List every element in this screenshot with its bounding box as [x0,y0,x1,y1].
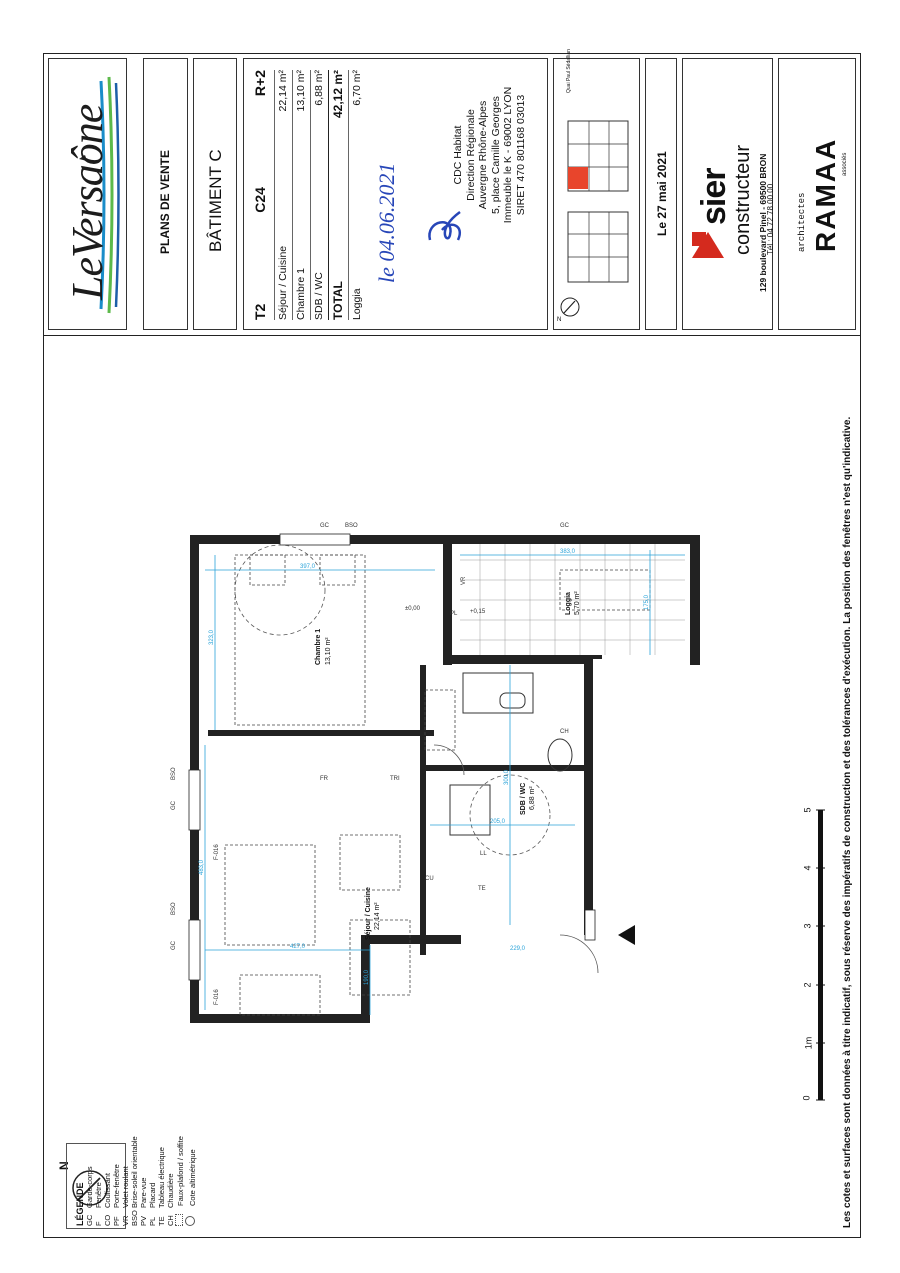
scale-tick-0: 0 [801,1095,812,1101]
title-block-divider [43,335,861,336]
constructor-phone: Tél : 04 72 78 00 00 [766,183,775,255]
svg-text:F-016: F-016 [214,989,220,1005]
bath-fixtures [450,673,572,835]
room-name-bath: SDB / WC [520,782,527,815]
unit-code: C24 [252,187,268,213]
handwritten-date: le 04.06.2021 [374,162,399,283]
constructor-role: constructeur [732,144,754,255]
north-label: N [57,1161,71,1170]
stamp-block: CDC Habitat Direction Régionale Auvergne Rhône-Alpes 5, place Camille Georges Immeuble le K - 69002 LYON SIRET 470 801168 03013 [452,86,527,224]
entrance-arrow-icon [618,925,635,945]
room-area-bedroom: 13,10 m² [325,637,332,665]
brand-logo-text: LeVersaône [63,104,112,300]
scale-tick-3: 3 [802,923,813,929]
svg-text:175,0: 175,0 [644,594,650,610]
constructor-brand: sier [695,168,733,225]
scale-tick-4: 4 [802,865,813,871]
sier-logo-icon [690,230,726,260]
floor-plan [171,515,740,1035]
disclaimer: Les cotes et surfaces sont données à titre indicatif, sous réserve des impératifs de construction et des tolérances d'exécution. La position des fenêtres n'est qu'indicative. [842,416,853,1228]
legend-item: TETableau électrique [157,1147,166,1226]
legend-item: PFPorte-fenêtre [112,1164,121,1226]
document-date: Le 27 mai 2021 [655,151,669,236]
constructor-address: 129 boulevard Pinel - 69500 BRON [758,153,768,292]
surface-row: Chambre 1 13,10 m² [292,70,310,320]
legend-title: LÉGENDE [75,1182,85,1226]
svg-text:GC: GC [320,523,329,529]
legend-item: CHChaudière [166,1173,175,1226]
svg-text:BSO: BSO [171,767,177,780]
scale-tick-5: 5 [802,807,813,813]
unit-type: T2 [252,303,268,320]
svg-text:CU: CU [425,876,434,882]
legend [76,1136,197,1226]
legend-item: COCoulissant [103,1172,112,1226]
room-name-living: Séjour / Cuisine [365,887,372,940]
svg-text:GC: GC [171,941,177,950]
architect-label: architectes [797,192,807,252]
scale-tick-1: 1m [803,1036,814,1050]
hatch-icon [175,1214,183,1226]
svg-text:205,0: 205,0 [490,819,506,825]
svg-text:PL: PL [450,611,458,617]
svg-text:323,0: 323,0 [209,629,215,645]
surface-total-row: TOTAL 42,12 m² [328,70,348,320]
svg-text:F-016: F-016 [214,844,220,860]
surface-row: Séjour / Cuisine 22,14 m² [274,70,292,320]
room-area-bath: 6,88 m² [529,786,536,810]
surface-table [252,70,366,320]
svg-text:GC: GC [560,523,569,529]
building-label: BÂTIMENT C [206,149,225,252]
legend-item: FFenêtre [94,1182,103,1226]
plans-label: PLANS DE VENTE [158,149,172,254]
scale-ticks [816,805,836,1105]
surface-row: SDB / WC 6,88 m² [310,70,328,320]
key-north-label: N [557,317,562,323]
key-plan-icon [554,59,639,329]
loggia-tiles [460,544,685,655]
legend-item: PVPare-vue [139,1177,148,1226]
svg-text:190,0: 190,0 [364,969,370,985]
key-plan-highlight [568,167,588,189]
legend-item: Faux-plafond / soffite [175,1136,185,1226]
svg-text:VR: VR [461,576,467,585]
svg-text:TRI: TRI [390,776,400,782]
scale-tick-2: 2 [802,982,813,988]
svg-text:300,0: 300,0 [504,769,510,785]
legend-item: VRVolet roulant [121,1166,130,1226]
room-name-loggia: Loggia [565,592,572,615]
room-name-bedroom: Chambre 1 [315,628,322,665]
svg-text:FR: FR [320,776,328,782]
architect-suffix: associés [842,152,848,176]
svg-text:CH: CH [560,729,569,735]
svg-text:397,0: 397,0 [300,564,316,570]
room-area-loggia: 5,70 m² [574,591,581,615]
architect-name: RAMAA [810,137,841,252]
legend-item: PLPlacard [148,1182,157,1226]
unit-level: R+2 [252,70,268,97]
window-openings [189,534,595,980]
svg-text:BSO: BSO [345,523,358,529]
legend-item: Cote altimétrique [185,1136,197,1226]
svg-text:GC: GC [171,801,177,810]
level-marker-icon [185,1216,195,1226]
legend-item: GCGarde-corps [85,1166,94,1226]
svg-text:483,0: 483,0 [199,859,205,875]
svg-text:427,0: 427,0 [290,944,306,950]
svg-text:229,0: 229,0 [510,946,526,952]
svg-text:LL: LL [480,851,487,857]
key-plan-street: Quai Paul Sédallian [566,49,572,93]
legend-item: BSOBrise-soleil orientable [130,1136,139,1226]
svg-text:383,0: 383,0 [560,549,576,555]
svg-text:+0,15: +0,15 [470,609,486,615]
room-area-living: 22,14 m² [374,902,381,930]
svg-text:TE: TE [478,886,486,892]
svg-text:BSO: BSO [171,902,177,915]
surface-row: Loggia 6,70 m² [348,70,366,320]
svg-text:±0,00: ±0,00 [405,606,420,612]
